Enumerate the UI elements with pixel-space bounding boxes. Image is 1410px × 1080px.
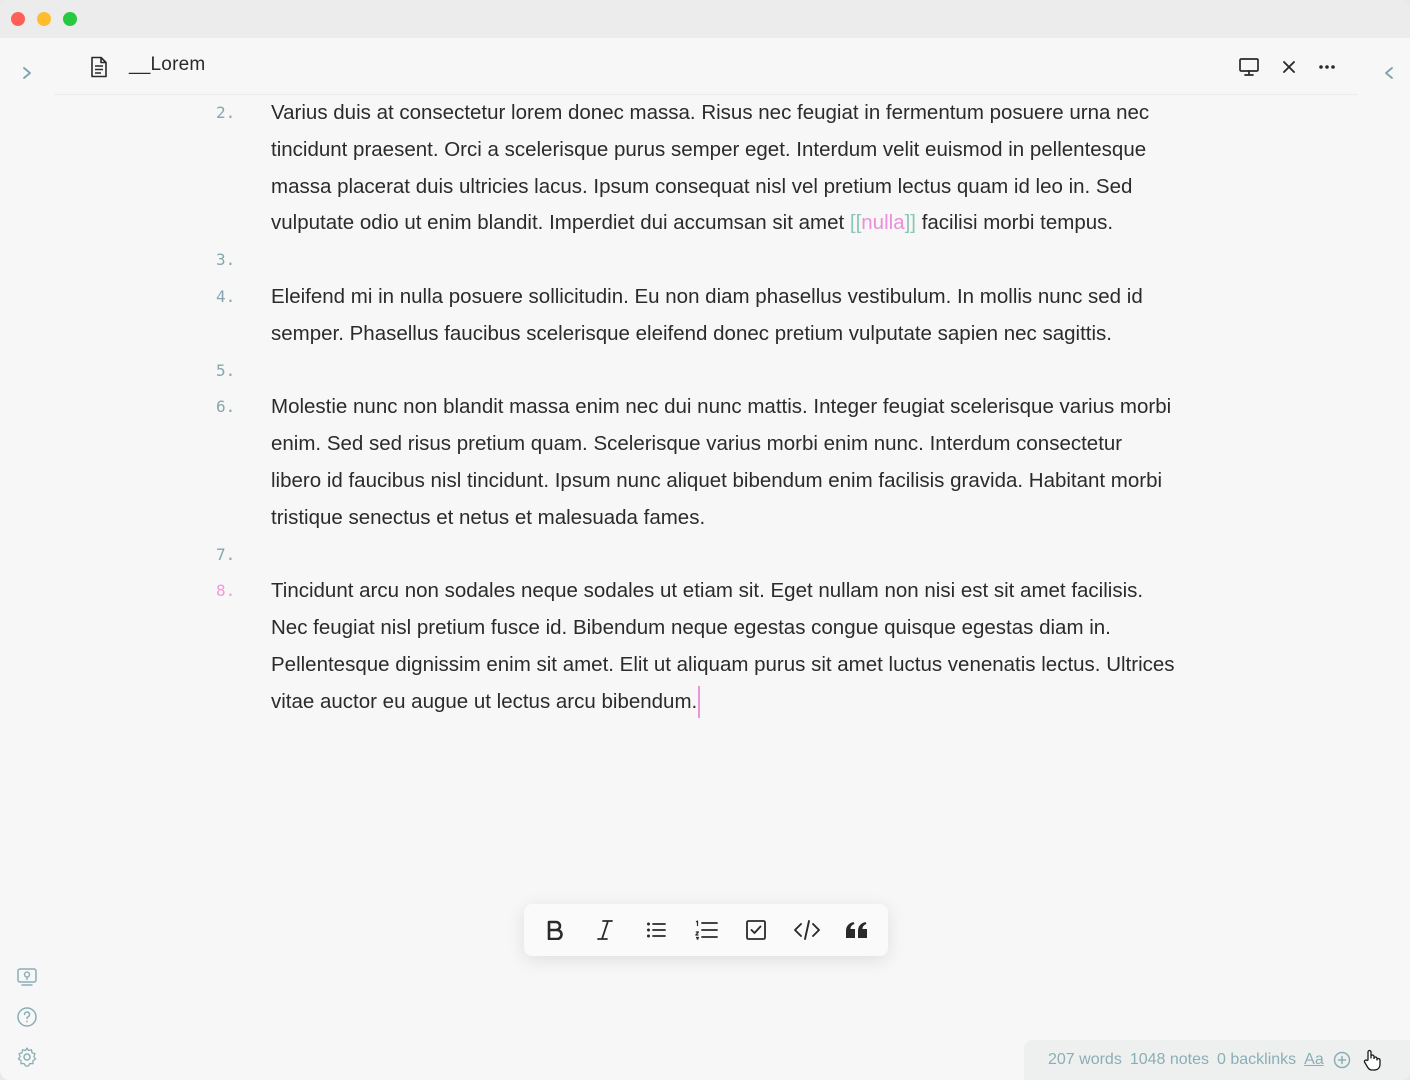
- page-title[interactable]: __Lorem: [129, 54, 206, 75]
- text-cursor: [698, 686, 700, 718]
- line-number: 2.: [216, 103, 236, 122]
- note-header: [54, 38, 1358, 95]
- text-segment: Molestie nunc non blandit massa enim nec dui nunc mattis. Integer feugiat scelerisque varius morbi enim. Sed sed risus pretium quam. Scelerisque varius morbi enim nunc. Interdum consectetur libero id faucibus nisl tincidunt. Ipsum nunc aliquet bibendum enim facilisis gravida. Habitant morbi tristique senectus et netus et malesuada fames.: [271, 395, 1172, 529]
- line-number: 8.: [216, 581, 236, 601]
- line-number: 4.: [216, 286, 236, 306]
- line-number: 6.: [216, 397, 236, 417]
- text-segment: Varius duis at consectetur lorem donec massa. Risus nec feugiat in fermentum posuere urna nec tincidunt praesent. Orci a scelerisque purus semper eget. Interdum velit euismod in pellentesque massa placerat duis ultricies lacus. Ipsum consequat nisl vel pretium lectus quam id leo in. Sed vulputate odio ut enim blandit. Imperdiet dui accumsan sit amet: [271, 101, 1150, 235]
- plus-circle-icon: [1333, 1051, 1351, 1069]
- editor-line[interactable]: [200, 242, 1200, 279]
- chevron-right-icon: [21, 66, 33, 80]
- editor-line[interactable]: [200, 353, 1200, 390]
- bold-button[interactable]: [533, 908, 577, 952]
- italic-button[interactable]: [583, 908, 627, 952]
- format-toolbar: [524, 904, 888, 956]
- line-text[interactable]: [271, 573, 1176, 720]
- checkbox-icon: [745, 919, 767, 941]
- document-icon: [90, 56, 108, 78]
- numbered-list-icon: [694, 920, 718, 940]
- line-number: 5.: [216, 360, 236, 380]
- editor-line[interactable]: [200, 279, 1200, 353]
- code-icon: [793, 919, 821, 941]
- word-count: 207 words: [1048, 1051, 1122, 1068]
- text-segment: Tincidunt arcu non sodales neque sodales ut etiam sit. Eget nullam non nisi est sit amet facilisis. Nec feugiat nisl pretium fusce id. Bibendum neque egestas congue quisque egestas diam in. Pellentesque dignissim enim sit amet. Elit ut aliquam purus sit amet luctus venenatis lectus. Ultrices vitae auctor eu augue ut lectus arcu bibendum.: [271, 579, 1175, 713]
- line-text[interactable]: [271, 279, 1176, 353]
- help-icon: [16, 1006, 38, 1028]
- editor-line[interactable]: [200, 537, 1200, 574]
- monitor-icon: [1238, 57, 1260, 77]
- close-note-button[interactable]: [1276, 54, 1302, 80]
- text-segment: Eleifend mi in nulla posuere sollicitudin. Eu non diam phasellus vestibulum. In mollis nunc sed id semper. Phasellus faucibus scelerisque eleifend donec pretium vulputate sapien nec sagittis.: [271, 284, 1143, 345]
- checkbox-button[interactable]: [734, 908, 778, 952]
- line-text[interactable]: [271, 95, 1176, 242]
- bullet-list-icon: [646, 921, 666, 939]
- line-text[interactable]: [271, 389, 1176, 536]
- gear-icon: [16, 1046, 38, 1068]
- expand-sidebar-button[interactable]: [16, 62, 38, 84]
- status-bar: [1024, 1040, 1410, 1080]
- wiki-link[interactable]: [850, 211, 916, 234]
- bold-icon: [546, 920, 564, 940]
- numbered-list-button[interactable]: [684, 908, 728, 952]
- more-horizontal-icon: [1318, 64, 1336, 70]
- minimize-window-button[interactable]: [37, 12, 51, 26]
- italic-icon: [596, 919, 614, 941]
- title-bar: [0, 0, 1410, 38]
- font-toggle[interactable]: Aa: [1304, 1051, 1324, 1068]
- line-number: 7.: [216, 544, 236, 564]
- presentation-button[interactable]: [1236, 54, 1262, 80]
- note-editor[interactable]: [200, 95, 1200, 721]
- help-button[interactable]: [15, 1005, 39, 1029]
- link-text[interactable]: nulla: [861, 211, 905, 235]
- right-rail: [1358, 38, 1410, 1038]
- map-pin-icon: [16, 967, 38, 987]
- quote-icon: [844, 920, 870, 940]
- hand-pointer-icon: [1362, 1049, 1382, 1071]
- note-count: 1048 notes: [1129, 1051, 1210, 1068]
- close-icon: [1282, 60, 1296, 74]
- text-segment: facilisi morbi tempus.: [916, 211, 1114, 235]
- collapse-right-panel-button[interactable]: [1378, 62, 1400, 84]
- settings-button[interactable]: [15, 1045, 39, 1069]
- line-number: 3.: [216, 250, 236, 270]
- document-icon-wrap: [88, 55, 110, 79]
- chevron-left-icon: [1383, 66, 1395, 80]
- quote-button[interactable]: [835, 908, 879, 952]
- add-button[interactable]: [1332, 1050, 1352, 1070]
- bullet-list-button[interactable]: [634, 908, 678, 952]
- more-options-button[interactable]: [1314, 54, 1340, 80]
- zoom-window-button[interactable]: [63, 12, 77, 26]
- link-bracket-close: ]]: [904, 211, 916, 235]
- backlink-count[interactable]: 0 backlinks: [1217, 1051, 1297, 1068]
- pointer-cursor: [1360, 1048, 1384, 1072]
- editor-line[interactable]: [200, 389, 1200, 536]
- left-rail: [0, 38, 54, 1080]
- editor-line[interactable]: [200, 95, 1200, 242]
- graph-view-button[interactable]: [15, 965, 39, 989]
- link-bracket-open: [[: [849, 211, 862, 235]
- close-window-button[interactable]: [11, 12, 25, 26]
- code-button[interactable]: [785, 908, 829, 952]
- editor-line[interactable]: [200, 573, 1200, 720]
